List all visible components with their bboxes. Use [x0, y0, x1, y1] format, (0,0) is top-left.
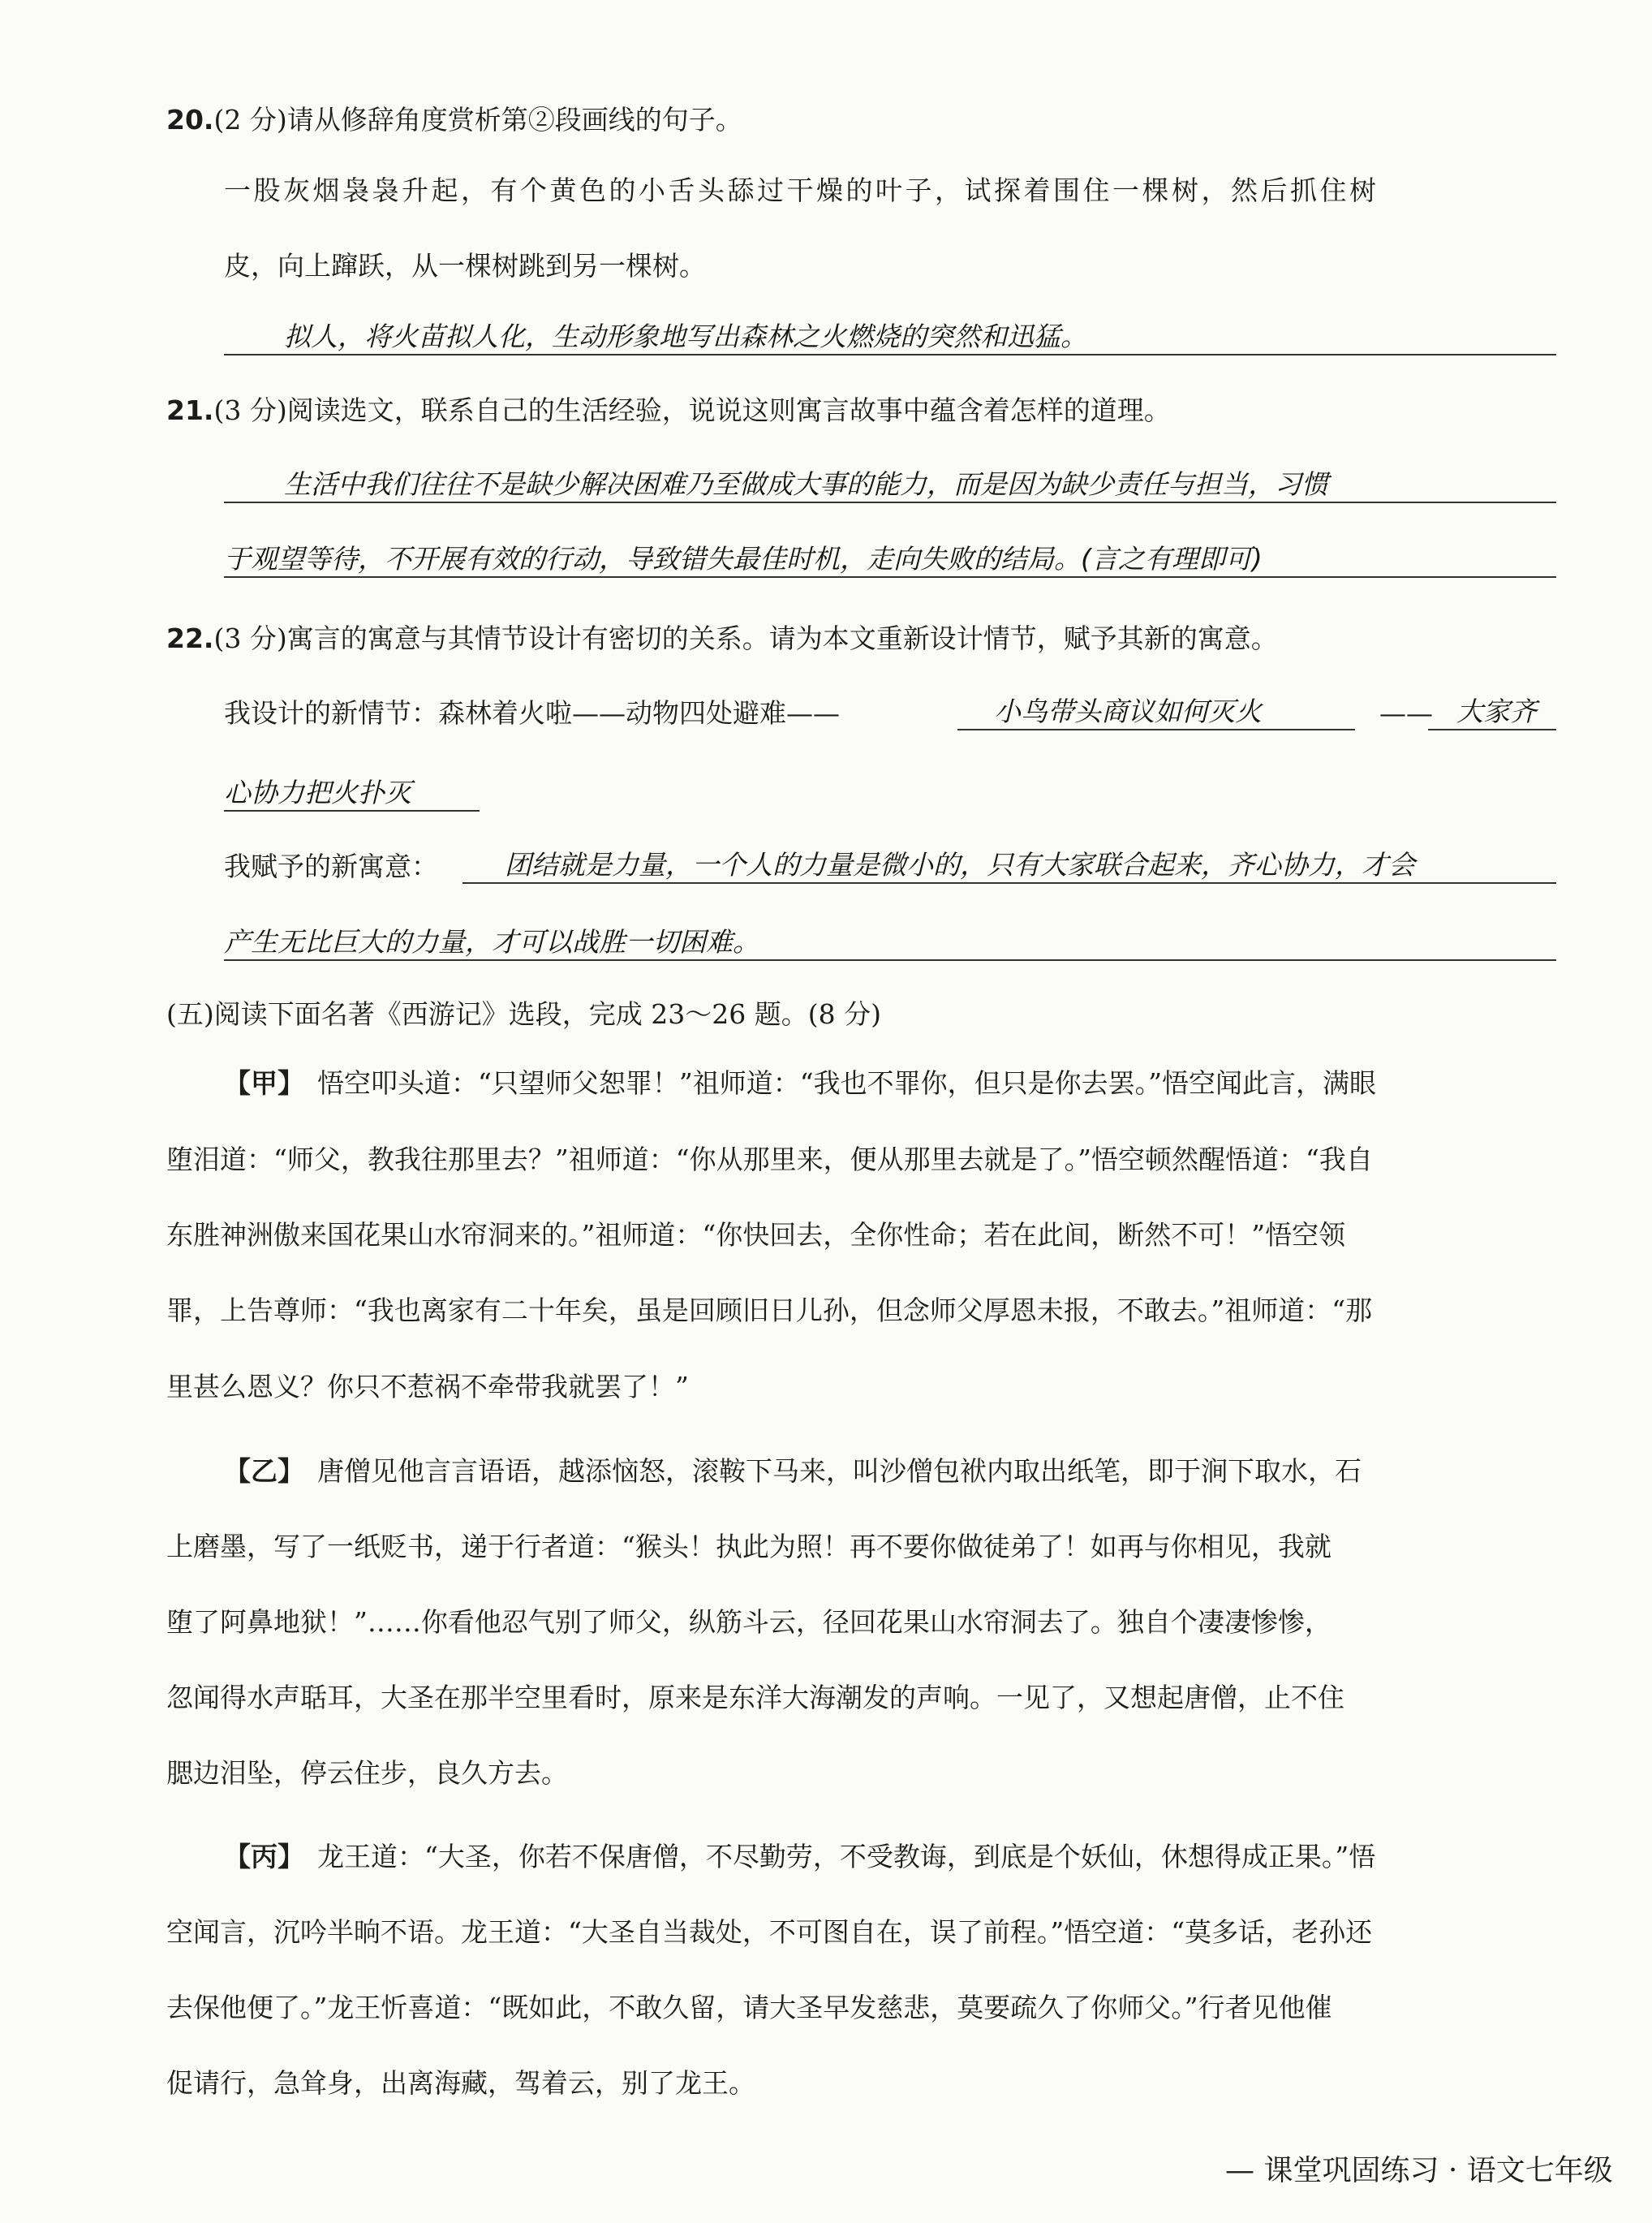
question-prompt: (3 分)寓言的寓意与其情节设计有密切的关系。请为本文重新设计情节，赋予其新的寓意。	[213, 623, 1278, 654]
handwritten-answer: 生活中我们往往不是缺少解决困难乃至做成大事的能力，而是因为缺少责任与担当，习惯	[284, 468, 1328, 500]
question-prompt: (3 分)阅读选文，联系自己的生活经验，说说这则寓言故事中蕴含着怎样的道理。	[213, 394, 1171, 426]
handwritten-answer: 心协力把火扑灭	[224, 777, 411, 808]
passage-yi-line: 堕了阿鼻地狱！”……你看他忍气别了师父，纵筋斗云，径回花果山水帘洞去了。独自个凄凄惨惨，	[166, 1606, 1331, 1638]
handwritten-answer: 于观望等待，不开展有效的行动，导致错失最佳时机，走向失败的结局。(言之有理即可)	[224, 543, 1263, 575]
handwritten-answer: 大家齐	[1456, 696, 1537, 727]
question-number: 22.	[166, 623, 214, 654]
plot-dash: ——	[1379, 697, 1433, 729]
question-prompt: (2 分)请从修辞角度赏析第②段画线的句子。	[213, 104, 742, 136]
handwritten-answer: 拟人，将火苗拟人化，生动形象地写出森林之火燃烧的突然和迅猛。	[284, 321, 1087, 352]
passage-tag: 【丙】	[224, 1841, 304, 1872]
answer-line	[224, 354, 1556, 355]
answer-line	[1428, 729, 1556, 730]
question-number: 21.	[166, 394, 214, 426]
question-number: 20.	[166, 104, 214, 136]
question-21	[166, 393, 1171, 429]
answer-line	[224, 959, 1556, 961]
answer-line	[224, 576, 1556, 578]
passage-tag: 【甲】	[224, 1067, 304, 1099]
quote-line: 皮，向上蹿跃，从一棵树跳到另一棵树。	[224, 250, 706, 282]
question-20	[166, 102, 742, 138]
quote-line: 一股灰烟袅袅升起，有个黄色的小舌头舔过干燥的叶子，试探着围住一棵树，然后抓住树	[224, 174, 1379, 206]
answer-line	[224, 502, 1556, 503]
passage-bing-line: 去保他便了。”龙王忻喜道：“既如此，不敢久留，请大圣早发慈悲，莫要疏久了你师父。”行者见他催	[166, 1992, 1332, 2023]
handwritten-answer: 产生无比巨大的力量，才可以战胜一切困难。	[224, 926, 759, 958]
handwritten-answer: 小鸟带头商议如何灭火	[994, 696, 1262, 727]
passage-jia-line: 罪，上告尊师：“我也离家有二十年矣，虽是回顾旧日儿孙，但念师父厚恩未报，不敢去。”祖师道：“那	[166, 1295, 1373, 1326]
passage-jia-line: 里甚么恩义？你只不惹祸不牵带我就罢了！”	[166, 1371, 689, 1402]
answer-line	[957, 729, 1355, 730]
passage-jia-line: 东胜神洲傲来国花果山水帘洞来的。”祖师道：“你快回去，全你性命；若在此间，断然不可！”悟空领	[166, 1219, 1346, 1251]
question-22	[166, 621, 1278, 657]
passage-jia-line: 堕泪道：“师父，教我往那里去？”祖师道：“你从那里来，便从那里去就是了。”悟空顿然醒悟道：“我自	[166, 1144, 1373, 1175]
handwritten-answer: 团结就是力量，一个人的力量是微小的，只有大家联合起来，齐心协力，才会	[505, 849, 1415, 881]
answer-line	[224, 810, 480, 812]
moral-label: 我赋予的新寓意：	[224, 851, 438, 882]
page-footer: — 课堂巩固练习 · 语文七年级	[1225, 2154, 1613, 2187]
passage-bing-line: 促请行，急耸身，出离海藏，驾着云，别了龙王。	[166, 2067, 755, 2099]
section-heading: (五)阅读下面名著《西游记》选段，完成 23～26 题。(8 分)	[166, 998, 881, 1030]
passage-yi-line: 【乙】 唐僧见他言言语语，越添恼怒，滚鞍下马来，叫沙僧包袱内取出纸笔，即于涧下取水，石	[224, 1455, 1362, 1487]
passage-yi-line: 上磨墨，写了一纸贬书，递于行者道：“猴头！执此为照！再不要你做徒弟了！如再与你相见，我就	[166, 1531, 1331, 1562]
passage-yi-line: 腮边泪坠，停云住步，良久方去。	[166, 1757, 568, 1789]
passage-tag: 【乙】	[224, 1455, 304, 1487]
passage-yi-line: 忽闻得水声聒耳，大圣在那半空里看时，原来是东洋大海潮发的声响。一见了，又想起唐僧，止不住	[166, 1682, 1344, 1713]
plot-label: 我设计的新情节：森林着火啦——动物四处避难——	[224, 697, 840, 729]
passage-bing-line: 【丙】 龙王道：“大圣，你若不保唐僧，不尽勤劳，不受教诲，到底是个妖仙，休想得成正果。”悟	[224, 1841, 1376, 1872]
passage-bing-line: 空闻言，沉吟半晌不语。龙王道：“大圣自当裁处，不可图自在，误了前程。”悟空道：“莫多话，老孙还	[166, 1916, 1373, 1948]
answer-line	[462, 882, 1556, 884]
passage-jia-line: 【甲】 悟空叩头道：“只望师父恕罪！”祖师道：“我也不罪你，但只是你去罢。”悟空闻此言，满眼	[224, 1067, 1376, 1099]
